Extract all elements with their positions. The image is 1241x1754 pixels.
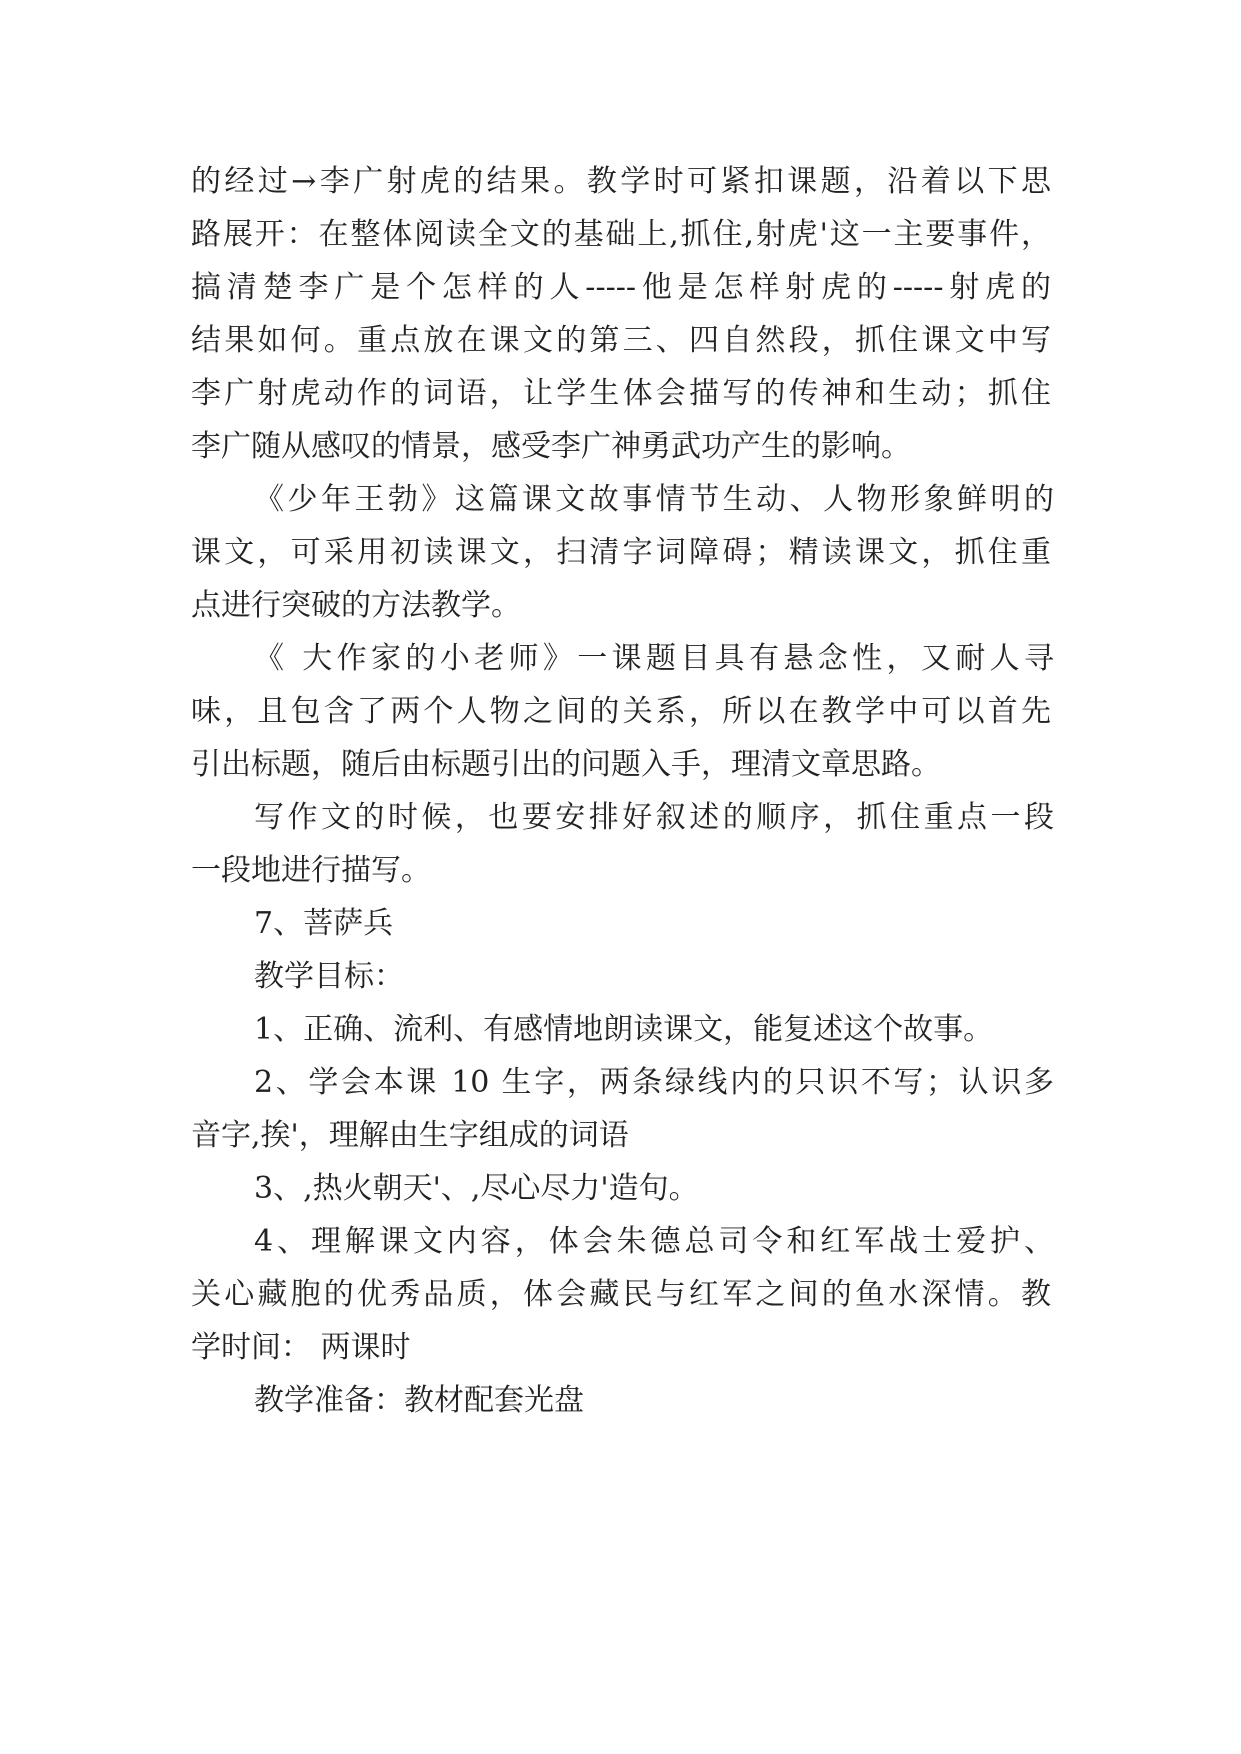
paragraph-first-line: 写作文的时候，也要安排好叙述的顺序，抓住重点一段: [254, 800, 1054, 835]
text-line: 结果如何。重点放在课文的第三、四自然段，抓住课文中写: [191, 323, 1051, 358]
objective-item: 2、学会本课 10 生字，两条绿线内的只识不写；认识多: [254, 1065, 1054, 1100]
text-line: 李广射虎动作的词语，让学生体会描写的传神和生动；抓住: [191, 376, 1051, 411]
text-line: 学时间： 两课时: [191, 1330, 411, 1365]
section-label: 教学目标：: [254, 959, 404, 994]
text-line: 关心藏胞的优秀品质，体会藏民与红军之间的鱼水深情。教: [191, 1277, 1051, 1312]
text-line: 李广随从感叹的情景，感受李广神勇武功产生的影响。: [191, 429, 911, 464]
section-label: 教学准备：教材配套光盘: [254, 1383, 584, 1418]
text-line: 点进行突破的方法教学。: [191, 588, 521, 623]
text-line: 引出标题，随后由标题引出的问题入手，理清文章思路。: [191, 747, 941, 782]
objective-item: 1、正确、流利、有感情地朗读课文，能复述这个故事。: [254, 1012, 994, 1047]
text-line: 一段地进行描写。: [191, 853, 431, 888]
text-line: 音字,挨'，理解由生字组成的词语: [191, 1118, 629, 1153]
text-line: 的经过→李广射虎的结果。教学时可紧扣课题，沿着以下思: [191, 164, 1051, 199]
section-heading: 7、菩萨兵: [254, 906, 394, 941]
text-line: 搞清楚李广是个怎样的人-----他是怎样射虎的-----射虎的: [191, 270, 1051, 305]
objective-item: 3、,热火朝天'、,尽心尽力'造句。: [254, 1171, 699, 1206]
text-line: 味，且包含了两个人物之间的关系，所以在教学中可以首先: [191, 694, 1051, 729]
objective-item: 4、理解课文内容，体会朱德总司令和红军战士爱护、: [254, 1224, 1054, 1259]
text-line: 课文，可采用初读课文，扫清字词障碍；精读课文，抓住重: [191, 535, 1051, 570]
text-line: 路展开：在整体阅读全文的基础上,抓住,射虎'这一主要事件，: [191, 217, 1051, 252]
paragraph-first-line: 《少年王勃》这篇课文故事情节生动、人物形象鲜明的: [254, 482, 1054, 517]
paragraph-first-line: 《 大作家的小老师》一课题目具有悬念性，又耐人寻: [254, 641, 1054, 676]
